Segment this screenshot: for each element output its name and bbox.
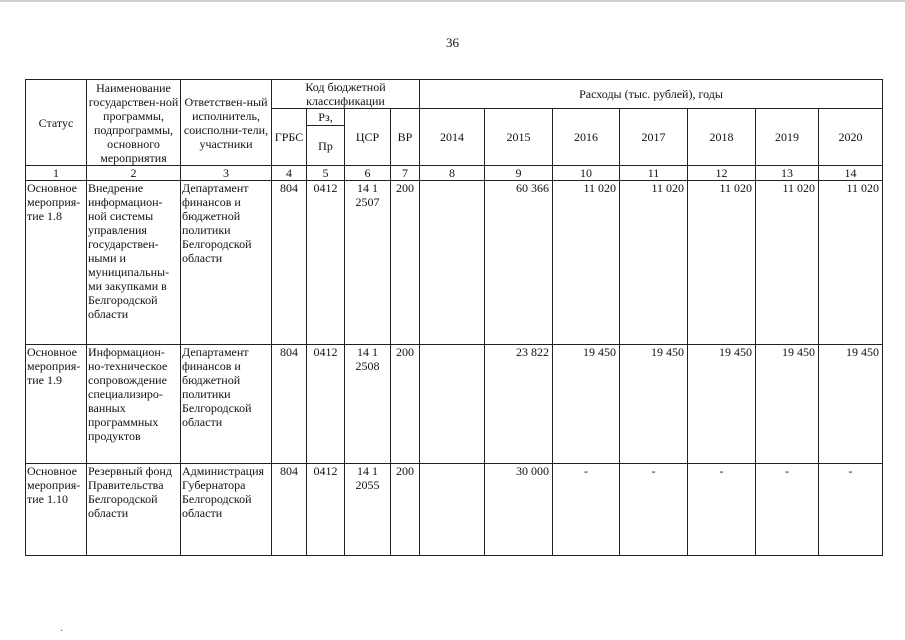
row-name: Резервный фонд Правительства Белгородской области xyxy=(87,464,181,556)
row-responsible: Департамент финансов и бюджетной политики Белгородской области xyxy=(181,181,272,345)
row-responsible: Департамент финансов и бюджетной политики Белгородской области xyxy=(181,345,272,464)
row-vr: 200 xyxy=(391,181,420,345)
row-value-2014 xyxy=(420,345,485,464)
header-budget-code: Код бюджетной классификации xyxy=(272,80,420,109)
row-value-2015: 30 000 xyxy=(485,464,553,556)
header-year-2015: 2015 xyxy=(485,109,553,166)
row-value-2019: 11 020 xyxy=(756,181,819,345)
header-name: Наименование государствен-ной программы, подпрограммы, основного мероприятия xyxy=(87,80,181,166)
page-number: 36 xyxy=(446,35,459,50)
row-grbs: 804 xyxy=(272,345,307,464)
column-number: 8 xyxy=(420,166,485,181)
column-number: 3 xyxy=(181,166,272,181)
row-value-2018: 19 450 xyxy=(688,345,756,464)
row-grbs: 804 xyxy=(272,464,307,556)
row-csr: 14 1 2508 xyxy=(345,345,391,464)
row-value-2016: 11 020 xyxy=(553,181,620,345)
column-number: 12 xyxy=(688,166,756,181)
header-grbs: ГРБС xyxy=(272,109,307,166)
column-number: 9 xyxy=(485,166,553,181)
row-value-2014 xyxy=(420,181,485,345)
budget-table xyxy=(25,79,883,556)
row-value-2016: - xyxy=(553,464,620,556)
header-expenses: Расходы (тыс. рублей), годы xyxy=(420,80,883,109)
header-csr: ЦСР xyxy=(345,109,391,166)
row-value-2018: 11 020 xyxy=(688,181,756,345)
row-value-2020: 19 450 xyxy=(819,345,883,464)
row-value-2015: 60 366 xyxy=(485,181,553,345)
table-row xyxy=(26,345,883,464)
row-value-2019: - xyxy=(756,464,819,556)
row-value-2020: - xyxy=(819,464,883,556)
header-year-2014: 2014 xyxy=(420,109,485,166)
header-rz: Рз, xyxy=(307,109,345,126)
header-status: Статус xyxy=(26,80,87,166)
row-responsible: Администрация Губернатора Белгородской области xyxy=(181,464,272,556)
column-number: 1 xyxy=(26,166,87,181)
header-pr: Пр xyxy=(307,126,345,166)
row-value-2016: 19 450 xyxy=(553,345,620,464)
row-value-2018: - xyxy=(688,464,756,556)
table-row xyxy=(26,464,883,556)
column-number: 13 xyxy=(756,166,819,181)
header-vr: ВР xyxy=(391,109,420,166)
row-vr: 200 xyxy=(391,464,420,556)
header-year-2016: 2016 xyxy=(553,109,620,166)
column-number: 7 xyxy=(391,166,420,181)
column-number: 10 xyxy=(553,166,620,181)
header-year-2017: 2017 xyxy=(620,109,688,166)
column-number: 11 xyxy=(620,166,688,181)
row-rzpr: 0412 xyxy=(307,345,345,464)
row-status: Основное мероприя-тие 1.9 xyxy=(26,345,87,464)
header-year-2019: 2019 xyxy=(756,109,819,166)
row-csr: 14 1 2055 xyxy=(345,464,391,556)
row-rzpr: 0412 xyxy=(307,464,345,556)
top-rule xyxy=(0,0,905,2)
column-number: 5 xyxy=(307,166,345,181)
row-csr: 14 1 2507 xyxy=(345,181,391,345)
table-row xyxy=(26,181,883,345)
row-vr: 200 xyxy=(391,345,420,464)
row-value-2015: 23 822 xyxy=(485,345,553,464)
column-number: 2 xyxy=(87,166,181,181)
column-number: 14 xyxy=(819,166,883,181)
row-value-2017: 19 450 xyxy=(620,345,688,464)
row-status: Основное мероприя-тие 1.10 xyxy=(26,464,87,556)
header-year-2018: 2018 xyxy=(688,109,756,166)
row-status: Основное мероприя-тие 1.8 xyxy=(26,181,87,345)
column-number: 4 xyxy=(272,166,307,181)
row-value-2017: 11 020 xyxy=(620,181,688,345)
row-value-2020: 11 020 xyxy=(819,181,883,345)
header-year-2020: 2020 xyxy=(819,109,883,166)
scan-speck: · xyxy=(60,626,64,637)
row-grbs: 804 xyxy=(272,181,307,345)
row-value-2019: 19 450 xyxy=(756,345,819,464)
row-rzpr: 0412 xyxy=(307,181,345,345)
row-value-2014 xyxy=(420,464,485,556)
column-number: 6 xyxy=(345,166,391,181)
row-value-2017: - xyxy=(620,464,688,556)
row-name: Внедрение информацион-ной системы управления государствен-ными и муниципальны-ми закупками в Белгородской области xyxy=(87,181,181,345)
header-responsible: Ответствен-ный исполнитель, соисполни-тели, участники xyxy=(181,80,272,166)
row-name: Информацион-но-техническое сопровождение специализиро-ванных программных продуктов xyxy=(87,345,181,464)
